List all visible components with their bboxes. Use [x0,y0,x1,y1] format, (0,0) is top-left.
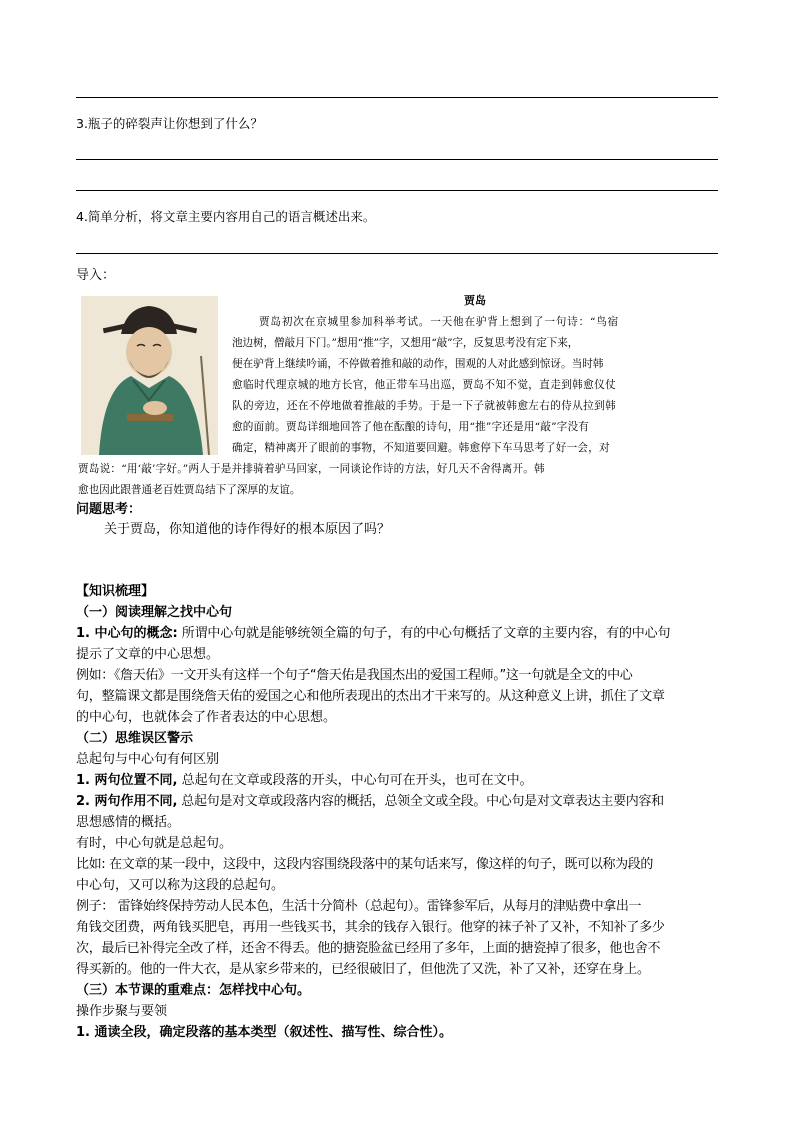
question-3: 3.瓶子的碎裂声让你想到了什么？ [76,116,263,131]
jia-dao-portrait [81,296,218,455]
point-2-text: 总起句是对文章或段落内容的概括，总领全文或全段。中心句是对文章表达主要内容和 [177,794,664,809]
story-line: 愈临时代理京城的地方长官，他正带车马出巡，贾岛不知不觉，直走到韩愈仪仗 [232,379,617,391]
point-2-text-cont: 思想感情的概括。 [76,815,181,830]
section-2-title: （二）思维误区警示 [76,731,194,746]
example-paragraph: 角钱交团费，两角钱买肥皂，再用一些钱买书，其余的钱存入银行。他穿的袜子补了又补，不知补了多少 [76,920,665,935]
point-4: 比如: 在文章的某一段中，这段中，这段内容围绕段落中的某句话来写，像这样的句子，既可以称为段的 [76,857,654,872]
story-line: 愈也因此跟普通老百姓贾岛结下了深厚的友谊。 [78,484,301,496]
story-line: 确定，精神离开了眼前的事物，不知道要回避。韩愈停下车马思考了好一会，对 [232,442,610,454]
definition-text: 所谓中心句就是能够统领全篇的句子，有的中心句概括了文章的主要内容，有的中心句 [177,626,671,641]
example-text: 句，整篇课文都是围绕詹天佑的爱国之心和他所表现出的杰出才干来写的。从这种意义上讲，抓住了文章 [76,689,665,704]
section-2-subtitle: 总起句与中心句有何区别 [76,752,220,767]
story-line: 贾岛说：“用‘敲’字好。”两人于是并排骑着驴马回家，一同谈论作诗的方法，好几天不舍得离开。韩 [78,463,545,475]
answer-line [76,159,718,160]
section-3-subtitle: 操作步聚与要领 [76,1004,168,1019]
question-4: 4.简单分析，将文章主要内容用自己的语言概述出来。 [76,209,376,224]
story-line: 便在驴背上继续吟诵，不停做着推和敲的动作，围观的人对此感到惊讶。当时韩 [232,358,604,370]
step-1: 1. 通读全段，确定段落的基本类型（叙述性、描写性、综合性）。 [76,1025,453,1040]
story-line: 愈的面前。贾岛详细地回答了他在酝酿的诗句，用“推”字还是用“敲”字没有 [232,421,590,433]
example-paragraph: 例子： 雷锋始终保持劳动人民本色，生活十分简朴（总起句）。雷锋参军后，从每月的津贴费中拿出一 [76,899,642,914]
answer-line [76,253,718,254]
definition-text-cont: 提示了文章的中心思想。 [76,647,220,662]
story-title: 贾岛 [464,294,486,307]
example-paragraph: 得买新的。他的一件大衣，是从家乡带来的，已经很破旧了，但他洗了又洗，补了又补，还穿在身上。 [76,962,650,977]
thinking-question: 关于贾岛，你知道他的诗作得好的根本原因了吗？ [104,522,391,537]
point-1 [76,771,533,791]
thinking-label: 问题思考： [76,502,142,517]
point-2-label: 2. 两句作用不同, [76,794,178,809]
example-text: 例如：《詹天佑》一文开头有这样一个句子“詹天佑是我国杰出的爱国工程师。”这一句就是全文的中心 [76,668,633,683]
definition-label: 1. 中心句的概念: [76,626,178,641]
point-2 [76,792,664,812]
story-line: 队的旁边，还在不停地做着推敲的手势。于是一下子就被韩愈左右的侍从拉到韩 [232,400,617,412]
story-line: 贾岛初次在京城里参加科举考试。一天他在驴背上想到了一句诗：“鸟宿 [259,316,620,328]
example-text: 的中心句，也就体会了作者表达的中心思想。 [76,710,337,725]
section-3-title: （三）本节课的重难点：怎样找中心句。 [76,983,311,998]
point-1-text: 总起句在文章或段落的开头，中心句可在开头，也可在文中。 [177,773,533,788]
intro-label: 导入： [76,268,116,283]
answer-line [76,190,718,191]
story-line: 池边树，僧敲月下门。”想用“推”字，又想用“敲”字，反复思考没有定下来， [232,337,579,349]
example-paragraph: 次，最后已补得完全改了样，还舍不得丢。他的搪瓷脸盆已经用了多年，上面的搪瓷掉了很多，他也舍不 [76,941,661,956]
point-4-cont: 中心句，又可以称为这段的总起句。 [76,878,285,893]
section-1-title: （一）阅读理解之找中心句 [76,605,233,620]
knowledge-header: 【知识梳理】 [76,584,155,599]
point-3: 有时，中心句就是总起句。 [76,836,233,851]
answer-line [76,97,718,98]
section-1-definition [76,624,670,644]
point-1-label: 1. 两句位置不同, [76,773,178,788]
